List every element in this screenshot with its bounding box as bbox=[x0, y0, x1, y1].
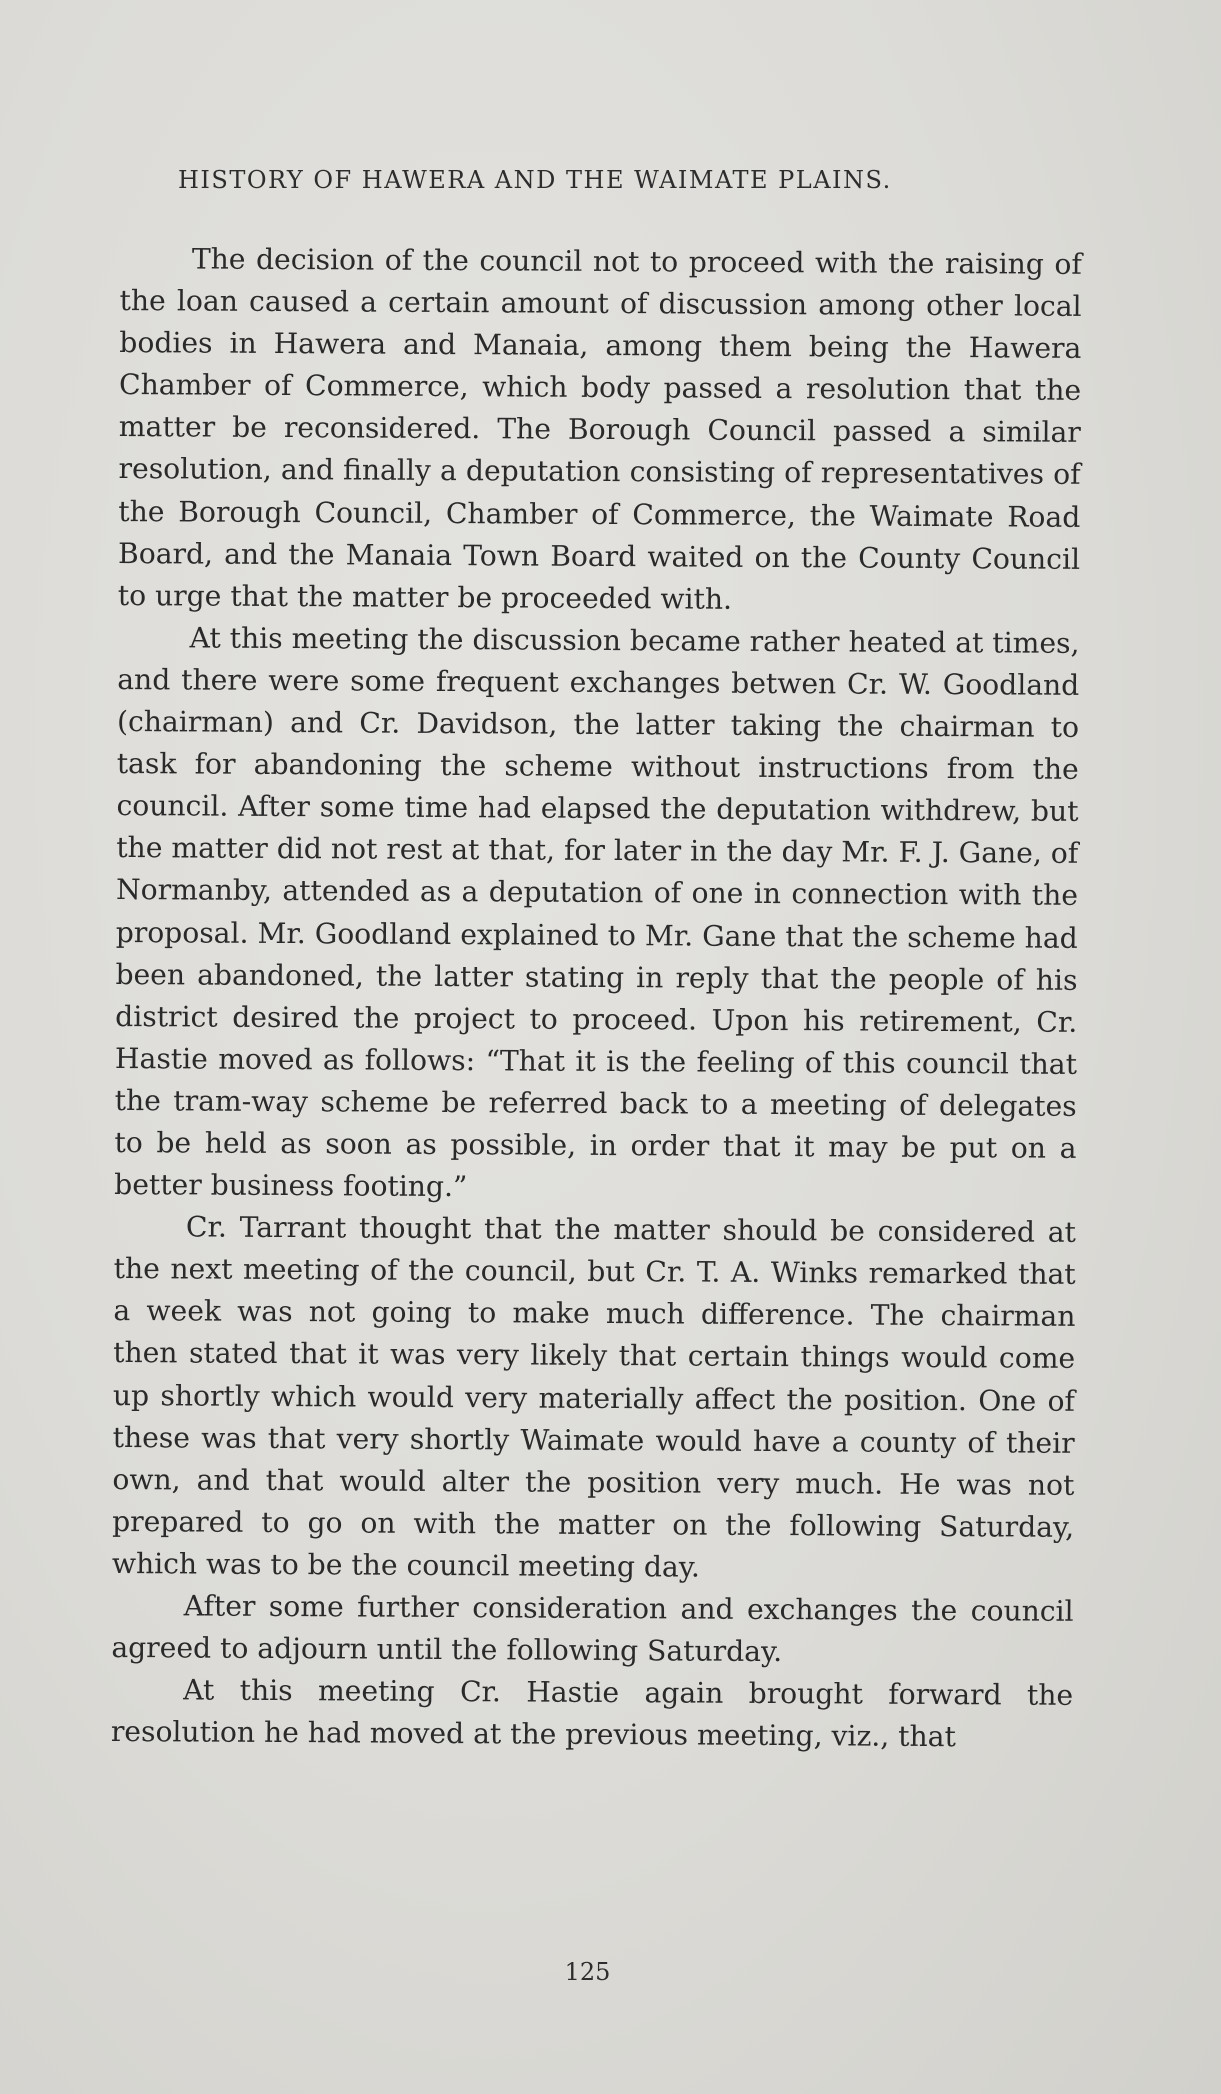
paragraph: The decision of the council not to proceed with the raising of the loan caused a certain amount of discussion among other local bodies in Hawera and Manaia, among them being the Hawera Chamber of Commerce, which body passed a resolution that the matter be reconsidered. The Borough Council passed a similar resolution, and finally a deputation consisting of representatives of the Borough Council, Chamber of Commerce, the Waimate Road Board, and the Manaia Town Board waited on the County Council to urge that the matter be proceeded with. bbox=[117, 242, 1082, 616]
running-head: HISTORY OF HAWERA AND THE WAIMATE PLAINS. bbox=[178, 166, 892, 194]
body-text bbox=[111, 238, 1082, 1759]
paragraph: After some further consideration and exchanges the council agreed to adjourn until the following Saturday. bbox=[111, 1589, 1074, 1669]
paragraph: Cr. Tarrant thought that the matter should be considered at the next meeting of the council, but Cr. T. A. Winks remarked that a week was not going to make much difference. The chairman then stated that it was very likely that certain things would come up shortly which would very materially affect the position. One of these was that very shortly Waimate would have a county of their own, and that would alter the position very much. He was not prepared to go on with the matter on the following Saturday, which was to be the council meeting day. bbox=[111, 1210, 1077, 1584]
page-number: 125 bbox=[564, 1958, 611, 1986]
paragraph: At this meeting Cr. Hastie again brought forward the resolution he had moved at the previous meeting, viz., that bbox=[110, 1673, 1074, 1754]
paragraph: At this meeting the discussion became rather heated at times, and there were some frequent exchanges betwen Cr. W. Goodland (chairman) and Cr. Davidson, the latter taking the chairman to task for abandoning the scheme without instructions from the council. After some time had elapsed the deputation withdrew, but the matter did not rest at that, for later in the day Mr. F. J. Gane, of Normanby, attended as a deputation of one in connection with the proposal. Mr. Goodland explained to Mr. Gane that the scheme had been abandoned, the latter stating in reply that the people of his district desired the project to proceed. Upon his retirement, Cr. Hastie moved as follows: “That it is the feeling of this council that the tram-way scheme be referred back to a meeting of delegates to be held as soon as possible, in order that it may be put on a better business footing.” bbox=[114, 621, 1080, 1204]
